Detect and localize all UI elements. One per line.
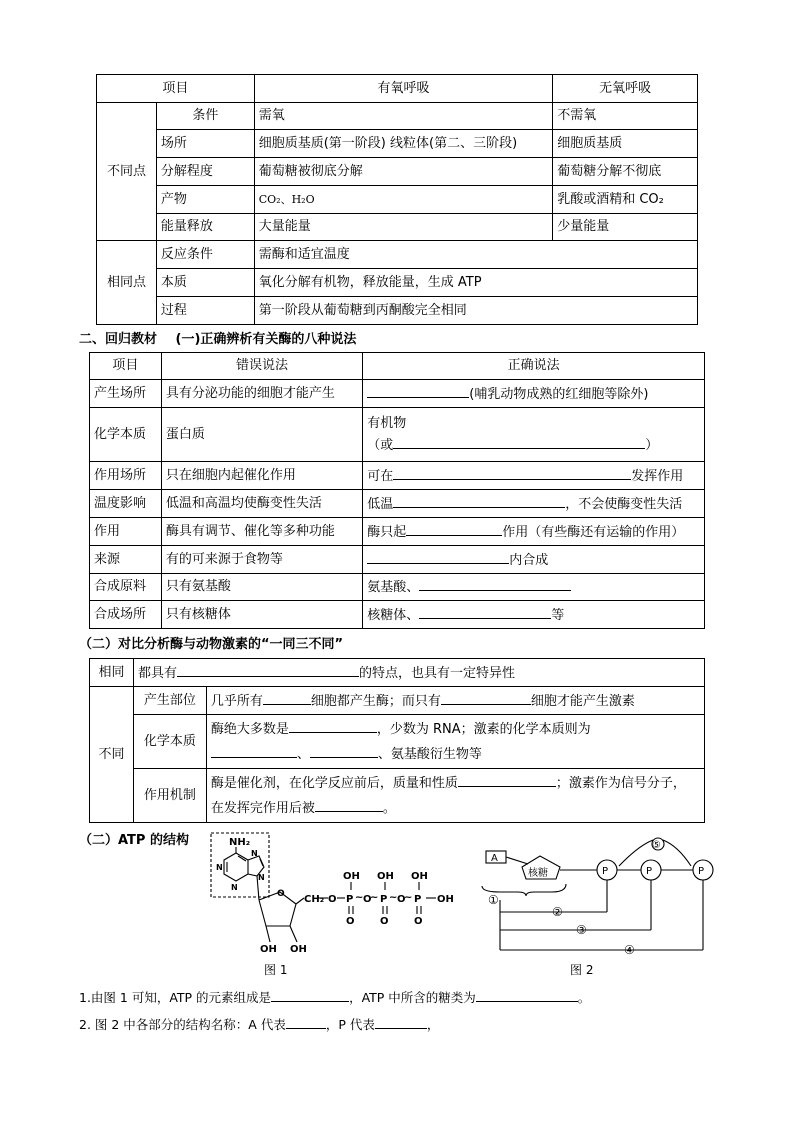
answer-blank[interactable] — [315, 798, 383, 812]
answer-blank[interactable] — [419, 577, 571, 591]
answer-blank[interactable] — [271, 988, 349, 1002]
double-bond-o-label: O — [346, 916, 355, 927]
n-atom-label: N — [231, 883, 238, 892]
table2-wrong-cell: 酶具有调节、催化等多种功能 — [161, 518, 362, 546]
cell-text: 、氨基酸衍生物等 — [377, 746, 482, 762]
label-p: P — [602, 866, 609, 877]
o-label: O — [397, 894, 406, 905]
table3-row-label: 产生部位 — [133, 687, 206, 715]
label-a: A — [491, 853, 498, 864]
section-heading-enzyme-hormone: （二）对比分析酶与动物激素的“一同三不同” — [79, 637, 344, 652]
table2-row-item: 化学本质 — [90, 408, 162, 462]
right-text: 氨基酸、 — [367, 580, 420, 595]
right-text: 有机物 — [367, 415, 407, 431]
answer-blank[interactable] — [310, 744, 378, 758]
cell-text: ，少数为 RNA；激素的化学本质则为 — [376, 721, 591, 737]
table1-anaerobic-cell: 少量能量 — [553, 214, 698, 241]
table2-wrong-cell: 只在细胞内起催化作用 — [161, 462, 362, 490]
table1-row-item: 分解程度 — [156, 158, 254, 186]
double-bond-o-label: O — [414, 916, 423, 927]
table3-mech-cell — [206, 769, 704, 823]
table1-aerobic-cell: 大量能量 — [254, 214, 552, 241]
phosphate-p-label: P — [346, 894, 354, 905]
enzyme-statements-table — [89, 352, 705, 629]
section-heading-prefix: 二、回归教材 — [79, 332, 158, 347]
right-text: ，不会使酶变性失活 — [565, 496, 683, 512]
table1-aerobic-cell: 细胞质基质(第一阶段) 线粒体(第二、三阶段) — [254, 130, 552, 158]
table3-site-cell — [206, 687, 704, 715]
cell-text: 都具有 — [137, 665, 177, 681]
table1-header-item: 项目 — [97, 75, 255, 103]
purine-six-ring — [224, 853, 248, 881]
label-p: P — [646, 866, 653, 877]
table2-row-item: 温度影响 — [90, 490, 162, 518]
table2-right-cell — [363, 546, 705, 574]
table1-common-cell: 第一阶段从葡萄糖到丙酮酸完全相同 — [254, 297, 697, 325]
phosphate-p-label: P — [380, 894, 388, 905]
n-atom-label: N — [258, 873, 265, 882]
answer-blank[interactable] — [393, 494, 565, 508]
table2-wrong-cell: 只有氨基酸 — [161, 574, 362, 601]
answer-blank[interactable] — [441, 691, 531, 705]
right-text: 等 — [551, 607, 565, 623]
table2-right-cell — [363, 462, 705, 490]
high-energy-bond-label: ~ — [355, 892, 364, 903]
table1-anaerobic-cell: 不需氧 — [553, 103, 698, 130]
right-text: 内合成 — [509, 552, 549, 568]
answer-blank[interactable] — [289, 719, 377, 733]
table2-row-item: 来源 — [90, 546, 162, 574]
table2-header-right: 正确说法 — [363, 353, 705, 380]
answer-blank[interactable] — [263, 691, 311, 705]
table1-aerobic-cell: 葡萄糖被彻底分解 — [254, 158, 552, 186]
label-3: ③ — [576, 923, 587, 937]
table2-row-item: 合成场所 — [90, 601, 162, 629]
o-label: O — [363, 894, 372, 905]
table2-wrong-cell: 有的可来源于食物等 — [161, 546, 362, 574]
double-bond-o-label: O — [380, 916, 389, 927]
table2-right-cell — [363, 408, 705, 462]
label-ribose: 核糖 — [528, 868, 548, 879]
answer-blank[interactable] — [393, 435, 645, 449]
atp-schematic-figure — [478, 834, 728, 980]
o-label: O — [328, 894, 337, 905]
right-text: 作用（有些酶还有运输的作用） — [502, 524, 685, 540]
table2-row-item: 合成原料 — [90, 574, 162, 601]
question-text: ， — [426, 1017, 440, 1032]
figure2-caption: 图 2 — [570, 963, 594, 977]
table1-anaerobic-cell: 细胞质基质 — [553, 130, 698, 158]
answer-blank[interactable] — [177, 663, 359, 677]
table1-row-item: 过程 — [156, 297, 254, 325]
cell-text: 、 — [296, 746, 310, 762]
section-heading-sub: (一)正确辨析有关酶的八种说法 — [175, 332, 357, 347]
answer-blank[interactable] — [211, 744, 297, 758]
question-text: 1.由图 1 可知，ATP 的元素组成是 — [79, 990, 272, 1005]
phosphate-p-label: P — [414, 894, 422, 905]
table3-same-label: 相同 — [90, 659, 134, 687]
right-text: 低温 — [367, 496, 394, 512]
table2-right-cell — [363, 601, 705, 629]
high-energy-bond-label: ~ — [404, 892, 413, 903]
oh-label: OH — [343, 871, 360, 882]
table2-wrong-cell: 只有核糖体 — [161, 601, 362, 629]
cell-text: 细胞才能产生激素 — [530, 693, 635, 709]
table3-same-cell — [133, 659, 704, 687]
table2-right-cell — [363, 380, 705, 408]
answer-blank[interactable] — [367, 384, 469, 398]
table1-header-anaerobic: 无氧呼吸 — [553, 75, 698, 103]
table2-row-item: 作用 — [90, 518, 162, 546]
table2-header-item: 项目 — [90, 353, 162, 380]
right-text: 可在 — [367, 468, 394, 484]
table1-common-cell: 需酶和适宜温度 — [254, 241, 697, 269]
right-text: 核糖体、 — [367, 607, 420, 623]
respiration-comparison-table — [96, 74, 698, 325]
table1-aerobic-cell: CO₂、H₂O — [254, 186, 552, 214]
section-heading-atp: （二）ATP 的结构 — [79, 833, 189, 848]
answer-blank[interactable] — [393, 466, 631, 480]
table3-row-label: 作用机制 — [133, 769, 206, 823]
ch2-label: CH₂ — [304, 894, 325, 905]
table2-wrong-cell: 低温和高温均使酶变性失活 — [161, 490, 362, 518]
atp-structure-figure — [200, 830, 480, 980]
table1-row-item: 本质 — [156, 269, 254, 297]
nh2-label: NH₂ — [229, 837, 251, 848]
oh-label: OH — [290, 944, 307, 955]
table1-row-item: 产物 — [156, 186, 254, 214]
table2-wrong-cell: 蛋白质 — [161, 408, 362, 462]
label-4: ④ — [624, 943, 635, 957]
answer-blank[interactable] — [476, 988, 578, 1002]
table1-anaerobic-cell: 乳酸或酒精和 CO₂ — [553, 186, 698, 214]
answer-blank[interactable] — [375, 1015, 427, 1029]
question-1 — [79, 988, 590, 1006]
ring-oxygen-label: O — [277, 889, 285, 899]
n-atom-label: N — [216, 863, 223, 872]
question-text: ，ATP 中所含的糖类为 — [349, 990, 476, 1005]
cell-text: 几乎所有 — [210, 693, 263, 709]
answer-blank[interactable] — [286, 1015, 326, 1029]
answer-blank[interactable] — [367, 550, 509, 564]
question-2 — [79, 1015, 439, 1033]
table2-row-item: 产生场所 — [90, 380, 162, 408]
section-heading-review — [79, 328, 356, 347]
question-text: 。 — [577, 990, 591, 1005]
answer-blank[interactable] — [406, 522, 502, 536]
right-text: (哺乳动物成熟的红细胞等除外) — [469, 386, 649, 402]
table3-diff-label: 不同 — [90, 687, 134, 823]
table3-row-label: 化学本质 — [133, 715, 206, 769]
table3-chem-cell — [206, 715, 704, 769]
cell-text: 的特点，也具有一定特异性 — [358, 665, 515, 681]
table1-header-aerobic: 有氧呼吸 — [254, 75, 552, 103]
high-energy-bond-label: ~ — [370, 892, 379, 903]
cell-text: ；激素作为信号分子， — [555, 775, 686, 791]
oh-label: OH — [260, 944, 277, 955]
oh-label: OH — [437, 894, 454, 905]
table1-row-item: 条件 — [156, 103, 254, 130]
cell-text: 细胞都产生酶；而只有 — [310, 693, 441, 709]
label-p: P — [698, 866, 705, 877]
cell-text: 酶绝大多数是 — [210, 721, 289, 737]
right-text: 发挥作用 — [631, 468, 684, 484]
table1-row-item: 能量释放 — [156, 214, 254, 241]
question-text: 2. 图 2 中各部分的结构名称：A 代表 — [79, 1017, 286, 1032]
answer-blank[interactable] — [458, 773, 556, 787]
table1-row-item: 反应条件 — [156, 241, 254, 269]
table2-right-cell — [363, 574, 705, 601]
answer-blank[interactable] — [419, 605, 551, 619]
right-text: 酶只起 — [367, 524, 407, 540]
cell-text: 在发挥完作用后被 — [210, 800, 315, 816]
enzyme-hormone-table — [89, 658, 705, 823]
right-text: ） — [645, 437, 659, 453]
high-energy-bond-label: ~ — [389, 892, 398, 903]
label-1: ① — [488, 893, 499, 907]
table1-common-cell: 氧化分解有机物，释放能量，生成 ATP — [254, 269, 697, 297]
n-atom-label: N — [251, 849, 258, 858]
table1-row-item: 场所 — [156, 130, 254, 158]
table1-aerobic-cell: 需氧 — [254, 103, 552, 130]
table2-right-cell — [363, 518, 705, 546]
table2-wrong-cell: 具有分泌功能的细胞才能产生 — [161, 380, 362, 408]
label-5: ⑤ — [652, 840, 661, 851]
right-text: （或 — [367, 437, 394, 453]
oh-label: OH — [411, 871, 428, 882]
cell-text: 。 — [382, 800, 396, 816]
question-text: ，P 代表 — [325, 1017, 375, 1032]
table1-group-diff: 不同点 — [97, 103, 157, 241]
table2-header-wrong: 错误说法 — [161, 353, 362, 380]
figure1-caption: 图 1 — [264, 963, 288, 977]
table2-row-item: 作用场所 — [90, 462, 162, 490]
oh-label: OH — [377, 871, 394, 882]
cell-text: 酶是催化剂，在化学反应前后，质量和性质 — [210, 775, 458, 791]
table2-right-cell — [363, 490, 705, 518]
table1-anaerobic-cell: 葡萄糖分解不彻底 — [553, 158, 698, 186]
label-2: ② — [552, 905, 563, 919]
table1-group-same: 相同点 — [97, 241, 157, 325]
